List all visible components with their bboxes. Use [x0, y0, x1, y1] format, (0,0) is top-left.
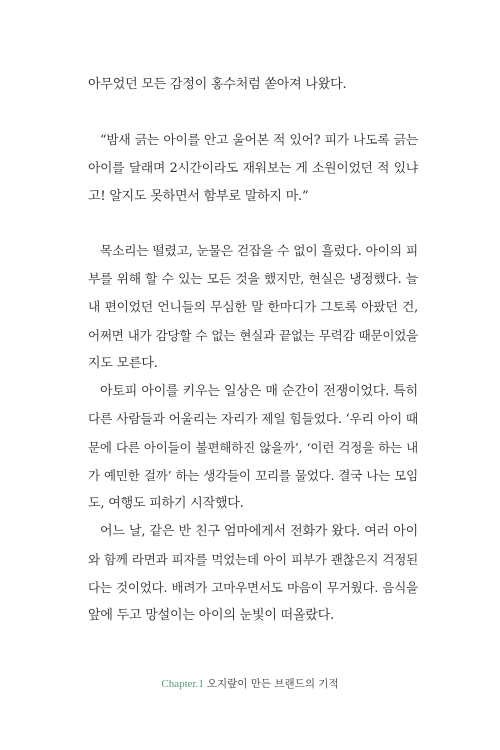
- paragraph-line: 가 예민한 걸까’ 하는 생각들이 꼬리를 물었다. 결국 나는 모임: [88, 468, 418, 483]
- paragraph-line: 부를 위해 할 수 있는 모든 것을 했지만, 현실은 냉정했다. 늘: [88, 272, 418, 287]
- footer-chapter-title: 오지랖이 만든 브랜드의 기적: [206, 678, 339, 690]
- paragraph-line: 도, 여행도 피하기 시작했다.: [88, 496, 244, 511]
- paragraph-line: 문에 다른 아이들이 불편해하진 않을까’, ‘이런 걱정을 하는 내: [88, 440, 418, 455]
- paragraph-line: 아토피 아이를 키우는 일상은 매 순간이 전쟁이었다. 특히: [100, 384, 418, 399]
- quote-line: 고! 알지도 못하면서 함부로 말하지 마.”: [88, 189, 309, 204]
- quote-line: 아이를 달래며 2시간이라도 재워보는 게 소원이었던 적 있냐: [88, 161, 418, 176]
- paragraph-line: 어느 날, 같은 반 친구 엄마에게서 전화가 왔다. 여러 아이: [100, 524, 418, 539]
- paragraph-line: 지도 모른다.: [88, 356, 158, 371]
- paragraph-line: 앞에 두고 망설이는 아이의 눈빛이 떠올랐다.: [88, 608, 335, 623]
- quote-line: “밤새 긁는 아이를 안고 울어본 적 있어? 피가 나도록 긁는: [100, 133, 418, 148]
- paragraph-line: 목소리는 떨렸고, 눈물은 걷잡을 수 없이 흘렀다. 아이의 피: [100, 244, 418, 259]
- paragraph-line: 아무었던 모든 감정이 홍수처럼 쏟아져 나왔다.: [88, 77, 347, 92]
- footer-chapter-label: Chapter.1: [161, 678, 204, 690]
- page-footer: [0, 677, 500, 691]
- paragraph-line: 다른 사람들과 어울리는 자리가 제일 힘들었다. ‘우리 아이 때: [88, 412, 418, 427]
- paragraph-line: 내 편이었던 언니들의 무심한 말 한마디가 그토록 아팠던 건,: [88, 300, 418, 315]
- paragraph-line: 어쩌면 내가 감당할 수 없는 현실과 끝없는 무력감 때문이었을: [88, 328, 418, 343]
- paragraph-line: 다는 것이었다. 배려가 고마우면서도 마음이 무거웠다. 음식을: [88, 580, 418, 595]
- paragraph-line: 와 함께 라면과 피자를 먹었는데 아이 피부가 괜찮은지 걱정된: [88, 552, 418, 567]
